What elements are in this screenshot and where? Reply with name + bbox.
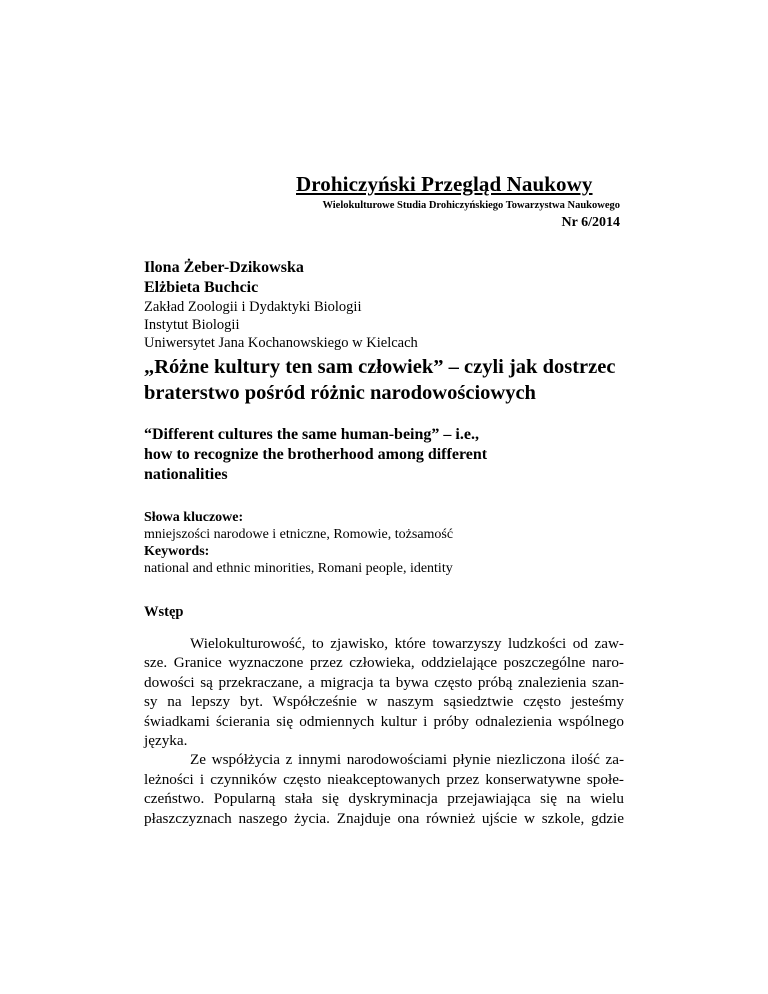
affiliation-university: Uniwersytet Jana Kochanowskiego w Kielcach (144, 335, 418, 351)
text-line: dowości są przekraczane, a migracja ta bywa często próbą znalezienia szan- (144, 673, 624, 691)
issue-number: Nr 6/2014 (561, 215, 620, 230)
text-line: języka. (144, 732, 188, 750)
author-block (144, 258, 418, 352)
paragraph (144, 750, 624, 828)
text-line: płaszczyznach naszego życia. Znajduje ona również ujście w szkole, gdzie (144, 809, 624, 827)
text-line: sze. Granice wyznaczone przez człowieka, oddzielające poszczególne naro- (144, 654, 624, 672)
article-title-polish (144, 354, 624, 406)
journal-subtitle: Wielokulturowe Studia Drohiczyńskiego Towarzystwa Naukowego (322, 200, 620, 211)
keywords-en-text: national and ethnic minorities, Romani people, identity (144, 561, 453, 576)
author-name: Ilona Żeber-Dzikowska (144, 259, 304, 276)
title-line: braterstwo pośród różnic narodowościowych (144, 382, 536, 404)
article-title-english (144, 425, 584, 485)
title-line: „Różne kultury ten sam człowiek” – czyli jak dostrzec (144, 356, 616, 378)
paragraph (144, 634, 624, 750)
text-line: sy na lepszy byt. Współcześnie w naszym sąsiedztwie często jesteśmy (144, 693, 624, 711)
journal-title: Drohiczyński Przegląd Naukowy (296, 172, 593, 196)
body-text (144, 634, 624, 828)
keywords-pl-text: mniejszości narodowe i etniczne, Romowie, tożsamość (144, 527, 454, 542)
affiliation-institute: Instytut Biologii (144, 317, 240, 333)
author-name: Elżbieta Buchcic (144, 279, 259, 296)
title-line: how to recognize the brotherhood among different (144, 446, 488, 463)
text-line: czeństwo. Popularną stała się dyskryminacja przejawiająca się na wielu (144, 790, 624, 808)
section-heading: Wstęp (144, 604, 184, 620)
title-line: nationalities (144, 466, 228, 483)
title-line: “Different cultures the same human-being” – i.e., (144, 426, 479, 443)
affiliation-department: Zakład Zoologii i Dydaktyki Biologii (144, 299, 362, 315)
text-line: leżności i czynników często nieakceptowanych przez konserwatywne społe- (144, 770, 624, 788)
text-line: Ze współżycia z innymi narodowościami płynie niezliczona ilość za- (190, 751, 624, 769)
text-line: świadkami ścierania się odmiennych kultur i próby odnalezienia wspólnego (144, 712, 624, 730)
text-line: Wielokulturowość, to zjawisko, które towarzyszy ludzkości od zaw- (190, 635, 624, 652)
keywords-block (144, 509, 453, 577)
keywords-en-label: Keywords: (144, 544, 210, 559)
keywords-pl-label: Słowa kluczowe: (144, 510, 244, 525)
